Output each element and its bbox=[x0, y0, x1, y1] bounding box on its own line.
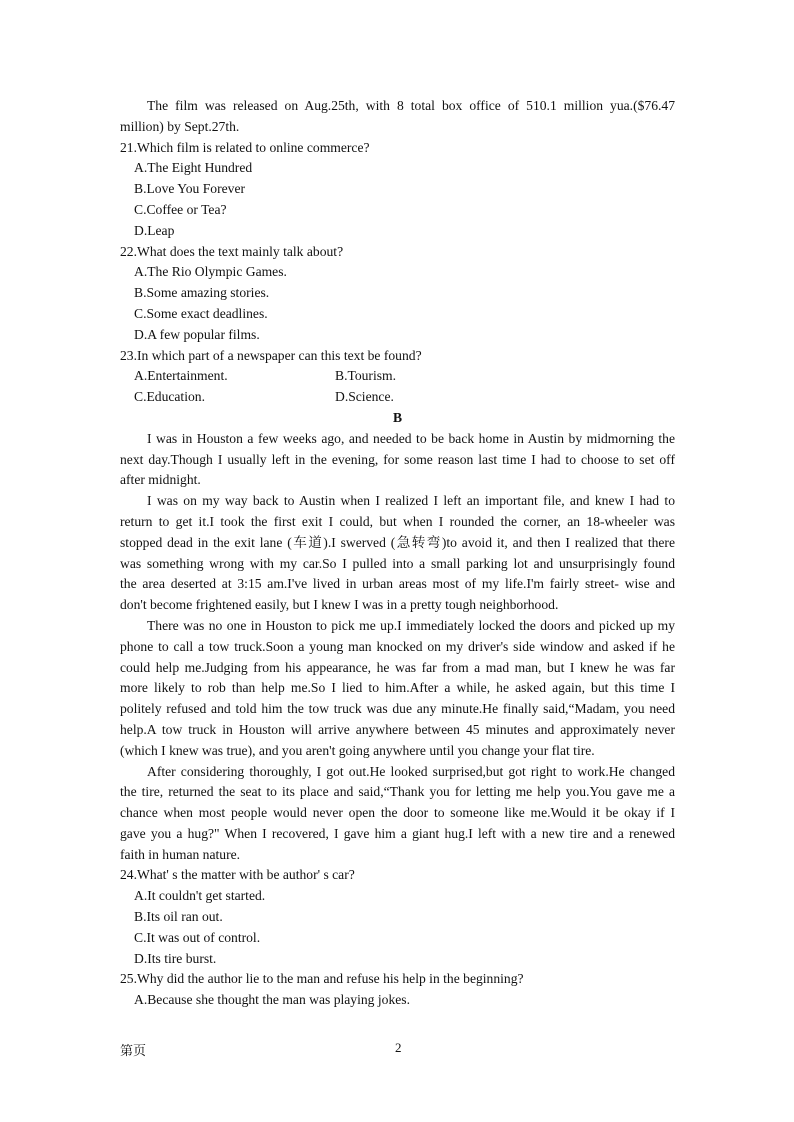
question-22-option-b: B.Some amazing stories. bbox=[134, 285, 270, 301]
paragraph-line: faith in human nature. bbox=[120, 846, 241, 862]
paragraph-line: chance when most people would never open the door to someone like me.Would it be okay if I bbox=[120, 805, 675, 821]
paragraph-line: After considering thoroughly, I got out.He looked surprised,but got right to work.He changed bbox=[147, 763, 675, 779]
paragraph-line: was something wrong with my car.So I pulled into a small parking lot and unsurprisingly found bbox=[120, 555, 675, 571]
page-footer bbox=[120, 1040, 675, 1060]
section-b-heading: B bbox=[392, 409, 403, 425]
question-24-option-a: A.It couldn't get started. bbox=[134, 888, 266, 904]
question-23-options-row-1 bbox=[120, 366, 675, 387]
paragraph-line: the area deserted at 3:15 am.I've lived in urban areas most of my life.I'm fairly street- wise and bbox=[120, 576, 675, 592]
question-22-option-c: C.Some exact deadlines. bbox=[134, 305, 268, 321]
paragraph-line: more likely to rob than help me.So I lied to him.After a while, he asked again, but this time I bbox=[120, 680, 675, 696]
question-21-option-a: A.The Eight Hundred bbox=[134, 160, 253, 176]
question-22-stem: 22.What does the text mainly talk about? bbox=[120, 243, 344, 259]
paragraph-line: stopped dead in the exit lane (车道).I swerved (急转弯)to avoid it, and then I realized that there bbox=[120, 534, 675, 550]
paragraph-line: (which I knew was true), and you aren't going anywhere until you change your flat tire. bbox=[120, 742, 595, 758]
paragraph-line: politely refused and told him the tow truck was due any minute.He finally said,“Madam, you need bbox=[120, 701, 675, 717]
question-24-option-c: C.It was out of control. bbox=[134, 929, 261, 945]
question-22-option-d: D.A few popular films. bbox=[134, 326, 260, 342]
passage-paragraph-3 bbox=[120, 616, 675, 762]
paragraph-line: don't become frightened easily, but I knew I was in a pretty tough neighborhood. bbox=[120, 597, 559, 613]
question-21-stem: 21.Which film is related to online commerce? bbox=[120, 139, 370, 155]
question-23-option-a: A.Entertainment. bbox=[134, 368, 228, 384]
question-24-option-b: B.Its oil ran out. bbox=[134, 909, 223, 925]
question-23-option-c: C.Education. bbox=[134, 389, 205, 405]
question-25-stem: 25.Why did the author lie to the man and refuse his help in the beginning? bbox=[120, 971, 524, 987]
paragraph-line: could help me.Judging from his appearance, he was far from a mad man, but I knew he was far bbox=[120, 659, 675, 675]
page-number: 2 bbox=[395, 1040, 402, 1055]
question-24-option-d: D.Its tire burst. bbox=[134, 950, 217, 966]
passage-paragraph-4 bbox=[120, 762, 675, 866]
footer-label: 第页 bbox=[120, 1043, 147, 1058]
question-21-option-d: D.Leap bbox=[134, 222, 175, 238]
passage-paragraph-2 bbox=[120, 491, 675, 616]
question-24-stem: 24.What' s the matter with be author' s car? bbox=[120, 867, 355, 883]
paragraph-line: gave you a hug?" When I recovered, I gave him a giant hug.I left with a new tire and a renewed bbox=[120, 825, 675, 841]
question-25-option-a: A.Because she thought the man was playing jokes. bbox=[134, 992, 410, 1008]
passage-paragraph-1 bbox=[120, 429, 675, 491]
question-23-option-d: D.Science. bbox=[335, 389, 394, 405]
paragraph-line: I was in Houston a few weeks ago, and needed to be back home in Austin by midmorning the bbox=[147, 430, 675, 446]
page-content bbox=[120, 96, 675, 1011]
question-22-option-a: A.The Rio Olympic Games. bbox=[134, 264, 287, 280]
intro-line-1: The film was released on Aug.25th, with 8 total box office of 510.1 million yua.($76.47 bbox=[147, 98, 675, 113]
intro-line-2: million) by Sept.27th. bbox=[120, 118, 240, 134]
paragraph-line: after midnight. bbox=[120, 472, 201, 488]
paragraph-line: help.A tow truck in Houston will arrive anywhere between 45 minutes and approximately never bbox=[120, 721, 675, 737]
paragraph-line: the tire, returned the seat to its place and said,“Thank you for letting me help you.You gave me a bbox=[120, 784, 675, 800]
paragraph-line: phone to call a tow truck.Soon a young man knocked on my driver's side window and asked if he bbox=[120, 638, 675, 654]
paragraph-line: There was no one in Houston to pick me up.I immediately locked the doors and picked up my bbox=[147, 617, 675, 633]
question-23-stem: 23.In which part of a newspaper can this text be found? bbox=[120, 347, 422, 363]
paragraph-line: return to get it.I took the first exit I could, but when I rounded the corner, an 18-wheeler was bbox=[120, 513, 675, 529]
paragraph-line: next day.Though I usually left in the evening, for some reason last time I had to choose to set off bbox=[120, 451, 675, 467]
question-23-options-row-2 bbox=[120, 387, 675, 408]
question-21-option-c: C.Coffee or Tea? bbox=[134, 201, 227, 217]
question-23-option-b: B.Tourism. bbox=[335, 368, 396, 384]
question-21-option-b: B.Love You Forever bbox=[134, 181, 246, 197]
paragraph-line: I was on my way back to Austin when I realized I left an important file, and knew I had to bbox=[147, 493, 675, 509]
